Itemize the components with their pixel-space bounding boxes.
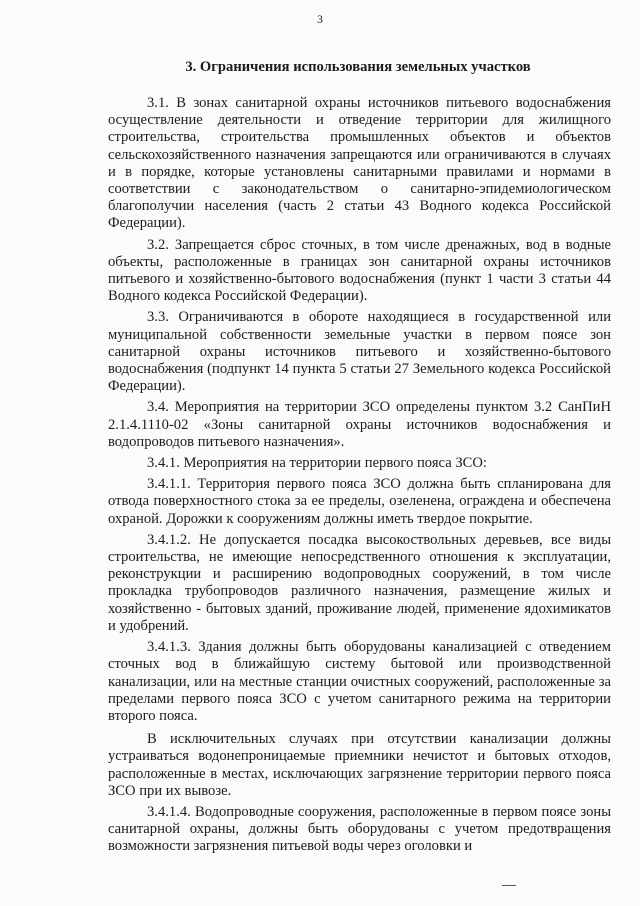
paragraph-3-4-1-2: 3.4.1.2. Не допускается посадка высокоствольных деревьев, все виды строительства, не имеющие непосредственного отношения к эксплуатации, реконструкции и расширению водопроводных сооружений, в том числе прокладка трубопроводов различного назначения, размещение жилых и хозяйственно - бытовых зданий, проживание людей, применение ядохимикатов и удобрений. (108, 531, 611, 634)
document-body (108, 95, 611, 860)
paragraph-3-4: 3.4. Мероприятия на территории ЗСО определены пунктом 3.2 СанПиН 2.1.4.1110-02 «Зоны санитарной охраны источников водоснабжения и водопроводов питьевого назначения». (108, 399, 611, 450)
paragraph-3-2: 3.2. Запрещается сброс сточных, в том числе дренажных, вод в водные объекты, расположенные в границах зон санитарной охраны источников питьевого и хозяйственно-бытового водоснабжения (пункт 1 части 3 статьи 44 Водного кодекса Российской Федерации). (108, 236, 611, 305)
page-number: 3 (317, 14, 323, 26)
paragraph-3-4-1-4: 3.4.1.4. Водопроводные сооружения, расположенные в первом поясе зоны санитарной охраны, должны быть оборудованы с учетом предотвращения возможности загрязнения питьевой воды через оголовки и (108, 803, 611, 855)
paragraph-exceptional-cases: В исключительных случаях при отсутствии канализации должны устраиваться водонепроницаемые приемники нечистот и бытовых отходов, расположенные в местах, исключающих загрязнение территории первого пояса ЗСО при их вывозе. (108, 731, 611, 799)
paragraph-3-4-1-3: 3.4.1.3. Здания должны быть оборудованы канализацией с отведением сточных вод в ближайшую систему бытовой или производственной канализации, или на местные станции очистных сооружений, расположенные за пределами первого пояса ЗСО с учетом санитарного режима на территории второго пояса. (108, 639, 611, 724)
paragraph-3-1: 3.1. В зонах санитарной охраны источников питьевого водоснабжения осуществление деятельности и отведение территории для жилищного строительства, строительства промышленных объектов и объектов сельскохозяйственного назначения запрещаются или ограничиваются в случаях и в порядке, которые установлены санитарными правилами и нормами в соответствии с законодательством о санитарно-эпидемиологическом благополучии населения (часть 2 статьи 43 Водного кодекса Российской Федерации). (108, 95, 611, 232)
paragraph-3-4-1-1: 3.4.1.1. Территория первого пояса ЗСО должна быть спланирована для отвода поверхностного стока за ее пределы, озеленена, ограждена и обеспечена охраной. Дорожки к сооружениям должны иметь твердое покрытие. (108, 476, 611, 527)
page-edge-mark (502, 885, 516, 886)
section-title: 3. Ограничения использования земельных участков (185, 59, 531, 75)
paragraph-3-3: 3.3. Ограничиваются в обороте находящиеся в государственной или муниципальной собственности земельные участки в первом поясе зон санитарной охраны источников питьевого и хозяйственно-бытового водоснабжения (подпункт 14 пункта 5 статьи 27 Земельного кодекса Российской Федерации). (108, 309, 611, 395)
paragraph-3-4-1: 3.4.1. Мероприятия на территории первого пояса ЗСО: (147, 455, 487, 472)
